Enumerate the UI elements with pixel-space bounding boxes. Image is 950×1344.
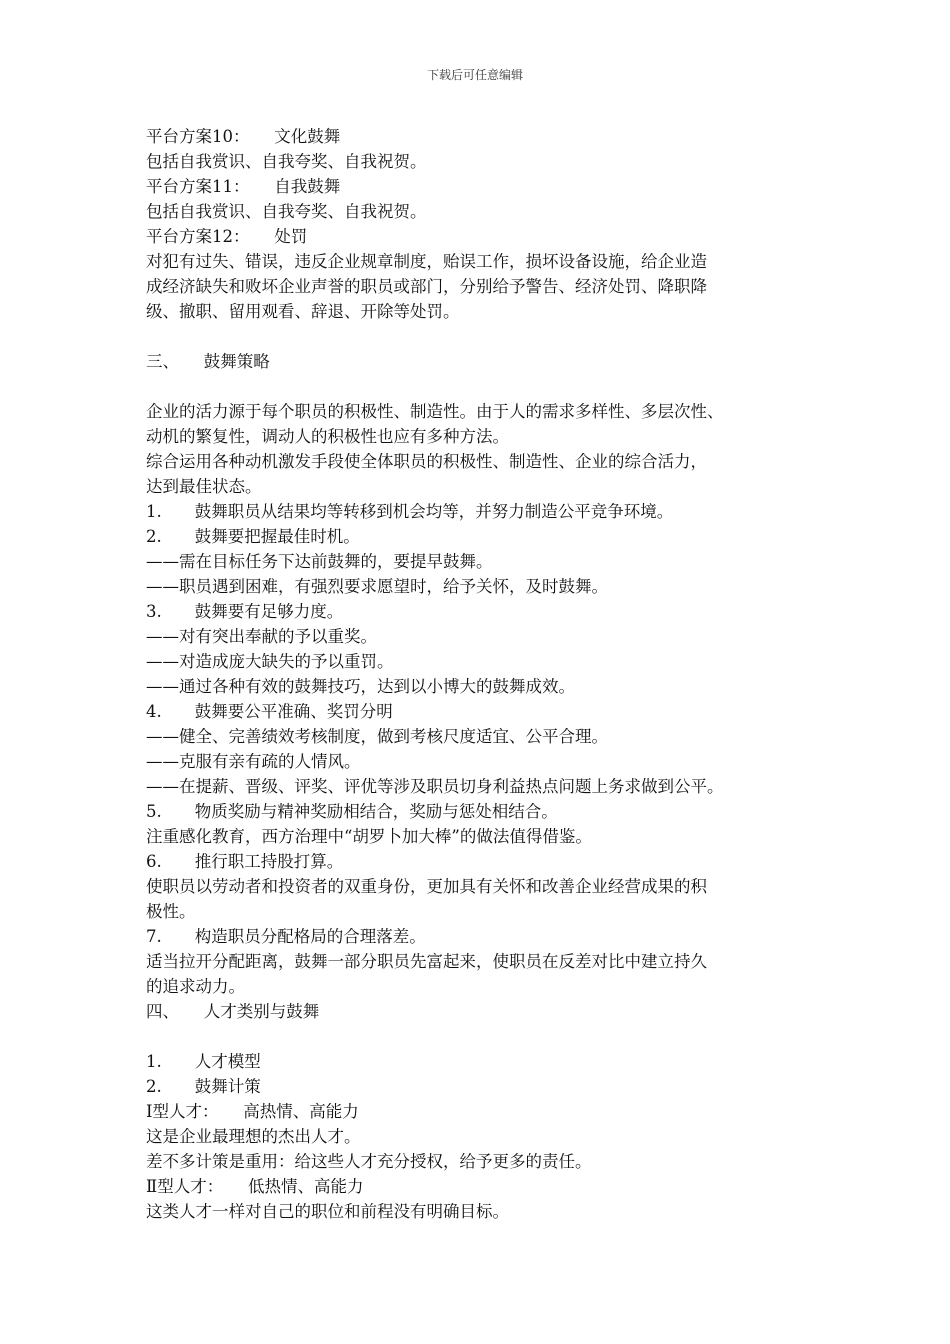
text-line: 平台方案10： 文化鼓舞 bbox=[146, 127, 341, 146]
text-line: 级、撤职、留用观看、辞退、开除等处罚。 bbox=[146, 302, 460, 321]
text-line: 差不多计策是重用：给这些人才充分授权，给予更多的责任。 bbox=[146, 1152, 592, 1171]
text-line: Ⅰ型人才： 高热情、高能力 bbox=[146, 1102, 359, 1121]
text-line: 2. 鼓舞要把握最佳时机。 bbox=[146, 527, 360, 546]
text-line: 1. 鼓舞职员从结果均等转移到机会均等，并努力制造公平竞争环境。 bbox=[146, 502, 674, 521]
blank-line bbox=[146, 324, 826, 349]
text-line: 这是企业最理想的杰出人才。 bbox=[146, 1127, 361, 1146]
text-line: ——对有突出奉献的予以重奖。 bbox=[146, 627, 377, 646]
text-line: 5. 物质奖励与精神奖励相结合，奖励与惩处相结合。 bbox=[146, 802, 558, 821]
text-line: 1. 人才模型 bbox=[146, 1052, 261, 1071]
text-line: ——需在目标任务下达前鼓舞的，要提早鼓舞。 bbox=[146, 552, 493, 571]
text-line: 综合运用各种动机激发手段使全体职员的积极性、制造性、企业的综合活力， bbox=[146, 452, 707, 471]
text-line: 7. 构造职员分配格局的合理落差。 bbox=[146, 927, 426, 946]
text-line: 成经济缺失和败坏企业声誉的职员或部门，分别给予警告、经济处罚、降职降 bbox=[146, 277, 707, 296]
text-line: 三、 鼓舞策略 bbox=[146, 352, 270, 371]
text-line: 这类人才一样对自己的职位和前程没有明确目标。 bbox=[146, 1202, 509, 1221]
text-line: ——通过各种有效的鼓舞技巧，达到以小博大的鼓舞成效。 bbox=[146, 677, 575, 696]
text-line: 动机的繁复性，调动人的积极性也应有多种方法。 bbox=[146, 427, 509, 446]
document-body bbox=[146, 124, 826, 1224]
text-line: 达到最佳状态。 bbox=[146, 477, 262, 496]
text-line: ——克服有亲有疏的人情风。 bbox=[146, 752, 361, 771]
text-line: ——对造成庞大缺失的予以重罚。 bbox=[146, 652, 394, 671]
text-line: 的追求动力。 bbox=[146, 977, 245, 996]
text-line: ——健全、完善绩效考核制度，做到考核尺度适宜、公平合理。 bbox=[146, 727, 608, 746]
text-line: 3. 鼓舞要有足够力度。 bbox=[146, 602, 344, 621]
blank-line bbox=[146, 374, 826, 399]
text-line: Ⅱ型人才： 低热情、高能力 bbox=[146, 1177, 364, 1196]
text-line: 6. 推行职工持股打算。 bbox=[146, 852, 344, 871]
text-line: 四、 人才类别与鼓舞 bbox=[146, 1002, 320, 1021]
text-line: 2. 鼓舞计策 bbox=[146, 1077, 261, 1096]
text-line: 极性。 bbox=[146, 902, 196, 921]
text-line: 适当拉开分配距离，鼓舞一部分职员先富起来，使职员在反差对比中建立持久 bbox=[146, 952, 707, 971]
text-line: 平台方案12： 处罚 bbox=[146, 227, 308, 246]
text-line: 注重感化教育，西方治理中“胡罗卜加大棒”的做法值得借鉴。 bbox=[146, 827, 592, 846]
text-line: 4. 鼓舞要公平准确、奖罚分明 bbox=[146, 702, 393, 721]
text-line: 使职员以劳动者和投资者的双重身份，更加具有关怀和改善企业经营成果的积 bbox=[146, 877, 707, 896]
blank-line bbox=[146, 1024, 826, 1049]
text-line: 企业的活力源于每个职员的积极性、制造性。由于人的需求多样性、多层次性、 bbox=[146, 402, 724, 421]
text-line: 平台方案11： 自我鼓舞 bbox=[146, 177, 341, 196]
page-header: 下载后可任意编辑 bbox=[426, 68, 523, 82]
text-line: 包括自我赏识、自我夸奖、自我祝贺。 bbox=[146, 152, 427, 171]
text-line: ——在提薪、晋级、评奖、评优等涉及职员切身利益热点问题上务求做到公平。 bbox=[146, 777, 724, 796]
text-line: ——职员遇到困难，有强烈要求愿望时，给予关怀，及时鼓舞。 bbox=[146, 577, 608, 596]
text-line: 包括自我赏识、自我夸奖、自我祝贺。 bbox=[146, 202, 427, 221]
text-line: 对犯有过失、错误，违反企业规章制度，贻误工作，损坏设备设施，给企业造 bbox=[146, 252, 707, 271]
